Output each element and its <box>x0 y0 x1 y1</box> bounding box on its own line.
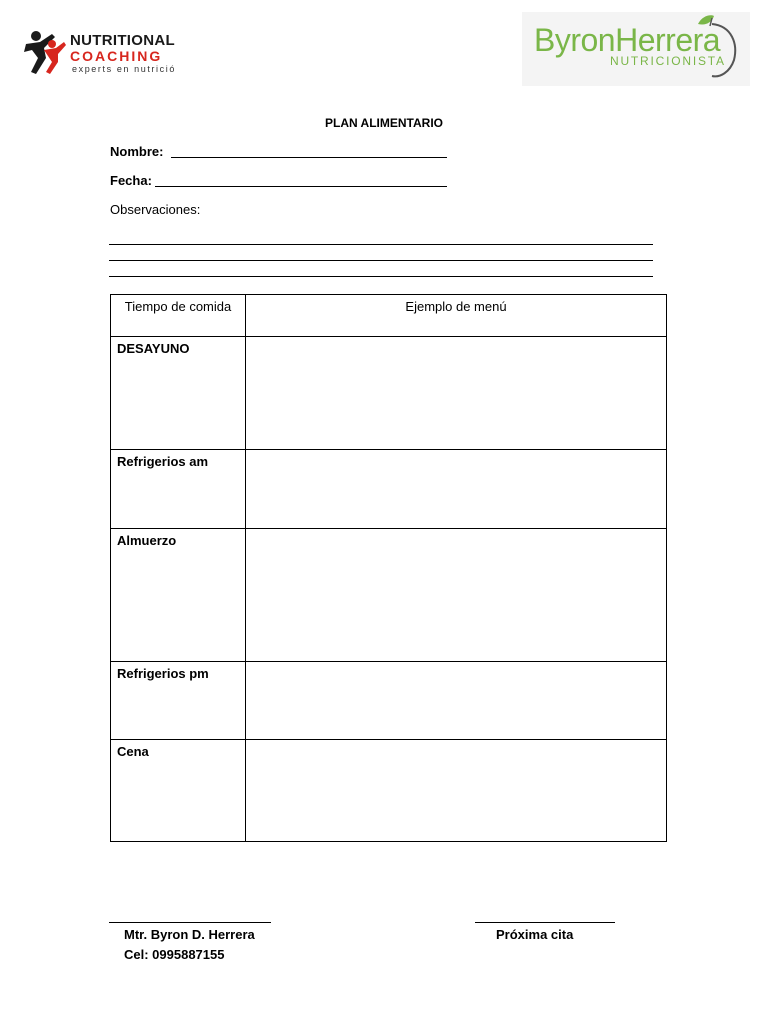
logo-text-nutricionista: NUTRICIONISTA <box>610 54 726 68</box>
nombre-field[interactable] <box>171 145 447 158</box>
menu-cell-cena[interactable] <box>246 740 667 842</box>
signer-phone: Cel: 0995887155 <box>124 947 225 962</box>
signature-line[interactable] <box>109 912 271 923</box>
next-appointment-line[interactable] <box>475 912 615 923</box>
meal-refrigerios-am: Refrigerios am <box>111 450 246 529</box>
logo-text-byron-herrera: ByronHerrera <box>534 22 721 58</box>
menu-cell-desayuno[interactable] <box>246 337 667 450</box>
menu-cell-almuerzo[interactable] <box>246 529 667 662</box>
page-title: PLAN ALIMENTARIO <box>325 116 443 130</box>
observaciones-line-2[interactable] <box>109 248 653 261</box>
runner-logo-icon <box>22 28 68 78</box>
meal-cena: Cena <box>111 740 246 842</box>
fecha-label: Fecha: <box>110 173 152 188</box>
meal-plan-table <box>110 294 667 842</box>
meal-almuerzo: Almuerzo <box>111 529 246 662</box>
table-row <box>111 450 667 529</box>
meal-refrigerios-pm: Refrigerios pm <box>111 662 246 740</box>
nombre-label: Nombre: <box>110 144 164 159</box>
table-row <box>111 529 667 662</box>
fecha-field[interactable] <box>155 174 447 187</box>
table-header-row <box>111 295 667 337</box>
signer-name: Mtr. Byron D. Herrera <box>124 927 255 942</box>
menu-cell-refrigerios-pm[interactable] <box>246 662 667 740</box>
table-row <box>111 662 667 740</box>
menu-cell-refrigerios-am[interactable] <box>246 450 667 529</box>
observaciones-line-1[interactable] <box>109 232 653 245</box>
logo-tagline: experts en nutrició <box>72 64 176 74</box>
next-appointment-label: Próxima cita <box>496 927 574 942</box>
header-tiempo-de-comida: Tiempo de comida <box>111 295 246 337</box>
logo-text-coaching: COACHING <box>70 48 163 64</box>
observaciones-label: Observaciones: <box>110 202 201 217</box>
logo-text-nutritional: NUTRITIONAL <box>70 32 175 49</box>
table-row <box>111 337 667 450</box>
table-row <box>111 740 667 842</box>
meal-desayuno: DESAYUNO <box>111 337 246 450</box>
observaciones-line-3[interactable] <box>109 264 653 277</box>
header-ejemplo-de-menu: Ejemplo de menú <box>246 295 667 337</box>
